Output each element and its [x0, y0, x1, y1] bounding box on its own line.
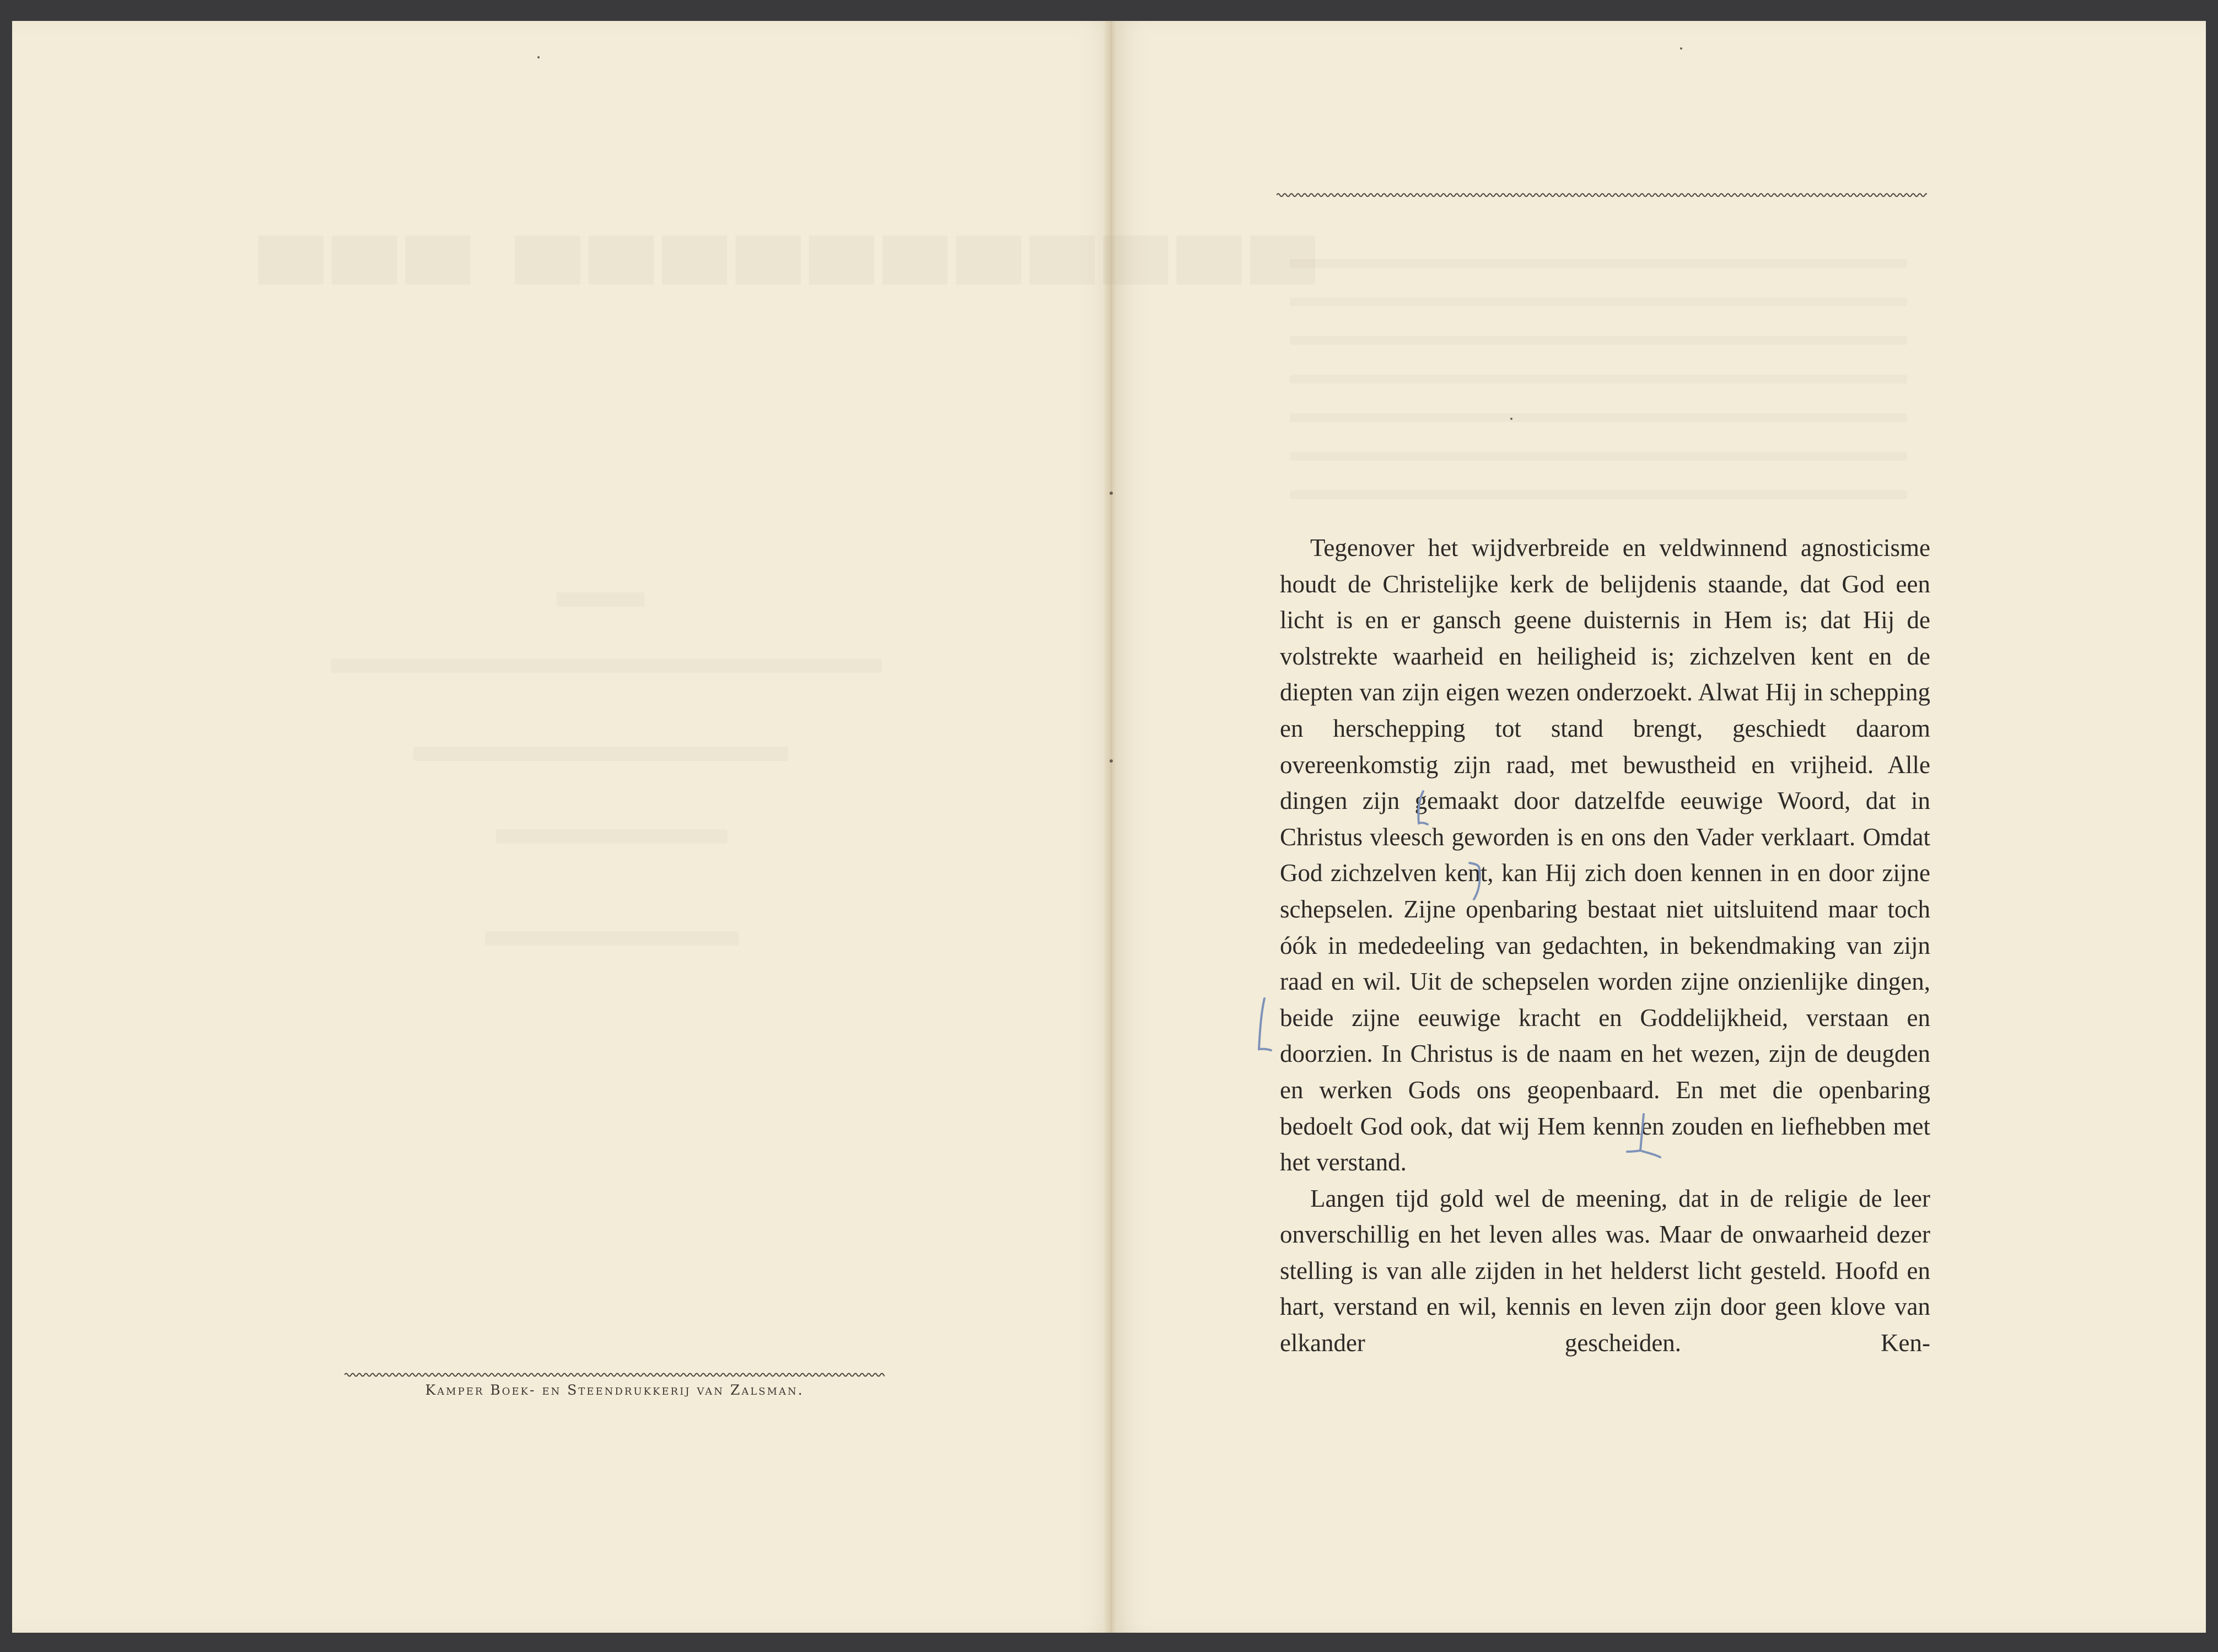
show-through-line — [1290, 490, 1907, 499]
body-text — [1280, 530, 1930, 1362]
show-through-line — [557, 592, 645, 607]
paper-speck — [1510, 418, 1512, 420]
paper-speck — [1110, 492, 1113, 495]
wavy-rule-right — [1277, 191, 1927, 199]
pencil-bracket-mark — [1411, 789, 1433, 828]
pencil-bracket-mark — [1466, 860, 1488, 904]
show-through-line — [1290, 298, 1907, 306]
show-through-line — [1290, 413, 1907, 422]
show-through-line — [331, 658, 882, 673]
pencil-bracket-mark — [1249, 996, 1277, 1057]
show-through-line — [1290, 259, 1907, 268]
show-through-line — [413, 747, 788, 761]
paper-speck — [1680, 47, 1682, 50]
show-through-line — [1290, 375, 1907, 384]
paper-speck — [1110, 759, 1113, 763]
paper-speck — [537, 56, 540, 58]
show-through-line — [496, 829, 728, 844]
printer-imprint: Kamper Boek- en Steendrukkerij van Zalsman. — [425, 1382, 804, 1398]
show-through-line — [1290, 452, 1907, 461]
show-through-line — [485, 931, 739, 946]
show-through-title: ▀▀▀ ▀▀▀▀▀▀▀▀▀▀▀ — [259, 237, 1325, 333]
pencil-bracket-mark — [1625, 1110, 1664, 1170]
wavy-rule-left — [344, 1371, 885, 1379]
show-through-line — [1290, 336, 1907, 345]
paragraph: Langen tijd gold wel de meening, dat in de religie de leer onverschillig en het leven alles was. Maar de onwaarheid dezer stelling is van alle zijden in het helderst licht gesteld. Hoofd en hart, verstand en wil, kennis en leven zijn door geen klove van elkander gescheiden. Ken- — [1280, 1184, 1930, 1357]
paragraph: Tegenover het wijdverbreide en veldwinnend agnosticisme houdt de Christelijke kerk de belijdenis staande, dat God een licht is en er gansch geene duisternis in Hem is; dat Hij de volstrekte waarheid en heiligheid is; zichzelven kent en de diepten van zijn eigen wezen onderzoekt. Alwat Hij in schepping en herschepping tot stand brengt, geschiedt daarom overeenkomstig zijn raad, met bewustheid en vrijheid. Alle dingen zijn gemaakt door datzelfde eeuwige Woord, dat in Christus vleesch geworden is en ons den Vader verklaart. Omdat God zichzelven kent, kan Hij zich doen kennen in en door zijne schepselen. Zijne openbaring bestaat niet uitsluitend maar toch óók in mededeeling van gedachten, in bekendmaking van zijn raad en wil. Uit de schepselen worden zijne onzienlijke dingen, beide zijne eeuwige kracht en Goddelijkheid, verstaan en doorzien. In Christus is de naam en het wezen, zijn de deugden en werken Gods ons geopenbaard. En met die openbaring bedoelt God ook, dat wij Hem kennen zouden en liefhebben met het verstand. — [1280, 534, 1930, 1176]
